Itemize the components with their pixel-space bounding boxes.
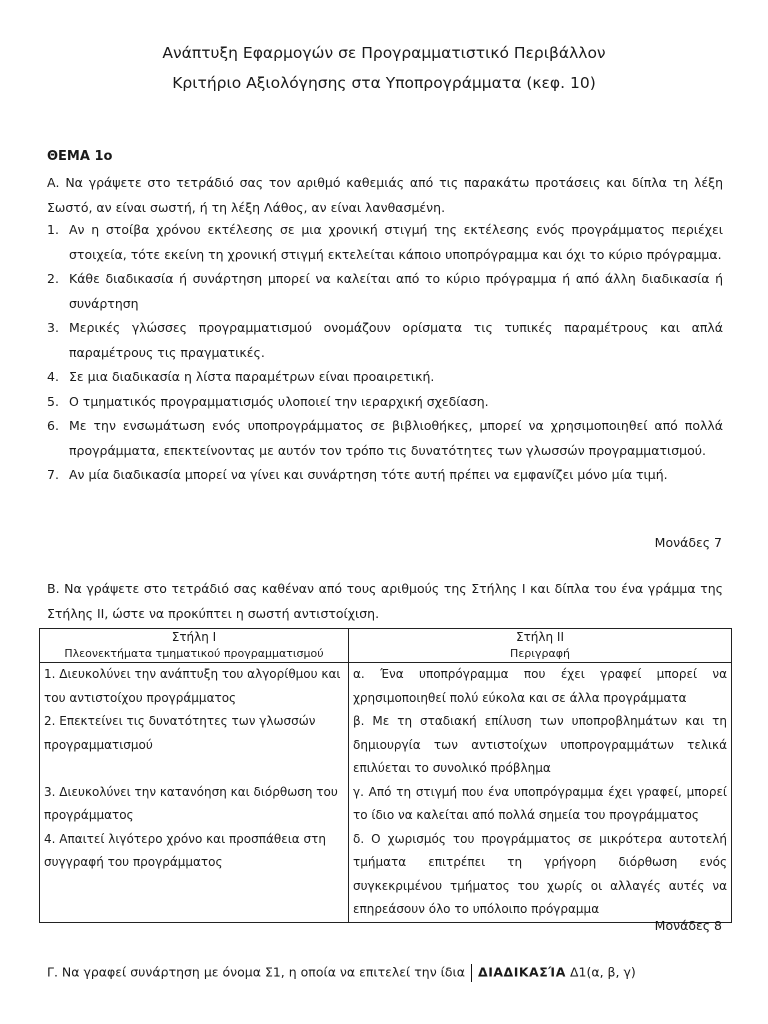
section-heading: ΘΕΜΑ 1ο bbox=[47, 149, 113, 164]
item-text: Σε μια διαδικασία η λίστα παραμέτρων είναι προαιρετική. bbox=[69, 369, 435, 384]
true-false-list bbox=[47, 218, 723, 488]
column-title: Στήλη Ι bbox=[171, 630, 217, 644]
list-item bbox=[47, 463, 723, 488]
column-header-1 bbox=[40, 629, 349, 663]
list-item bbox=[47, 267, 723, 316]
text-cursor-divider bbox=[471, 964, 472, 982]
list-item bbox=[47, 316, 723, 365]
part-a-intro: Α. Να γράψετε στο τετράδιό σας τον αριθμό καθεμιάς από τις παρακάτω προτάσεις και δίπλα τη λέξη Σωστό, αν είναι σωστή, ή τη λέξη Λάθος, αν είναι λανθασμένη. bbox=[47, 175, 723, 215]
points-label: Μονάδες 7 bbox=[654, 535, 722, 550]
item-number: 1. bbox=[47, 222, 59, 237]
list-item bbox=[47, 365, 723, 390]
document-title: Ανάπτυξη Εφαρμογών σε Προγραμματιστικό Περιβάλλον bbox=[162, 44, 606, 62]
item-number: 4. bbox=[47, 369, 59, 384]
item-text: Με την ενσωμάτωση ενός υποπρογράμματος σε βιβλιοθήκες, μπορεί να χρησιμοποιηθεί από πολλά προγράμματα, επεκτείνοντας με αυτόν τον τρόπο τις δυνατότητες των γλωσσών προγραμματισμού. bbox=[69, 418, 723, 458]
table-cell-left: 4. Απαιτεί λιγότερο χρόνο και προσπάθεια στη συγγραφή του προγράμματος bbox=[40, 828, 349, 923]
table-row bbox=[40, 663, 732, 711]
table-row bbox=[40, 710, 732, 781]
item-number: 6. bbox=[47, 418, 59, 433]
table-row bbox=[40, 781, 732, 828]
part-c-intro: Γ. Να γραφεί συνάρτηση με όνομα Σ1, η οποία να επιτελεί την ίδια bbox=[47, 964, 466, 980]
item-number: 7. bbox=[47, 467, 59, 482]
part-b-intro: Β. Να γράψετε στο τετράδιό σας καθέναν από τους αριθμούς της Στήλης Ι και δίπλα του ένα γράμμα της Στήλης ΙΙ, ώστε να προκύπτει η σωστή αντιστοίχιση. bbox=[47, 581, 723, 621]
table-cell-left: 2. Επεκτείνει τις δυνατότητες των γλωσσών προγραμματισμού bbox=[40, 710, 349, 781]
table-row bbox=[40, 828, 732, 923]
list-item bbox=[47, 414, 723, 463]
column-title: Στήλη ΙΙ bbox=[515, 630, 564, 644]
list-item bbox=[47, 390, 723, 415]
table-cell-right: β. Με τη σταδιακή επίλυση των υποπροβλημάτων και τη δημιουργία των αντιστοίχων υποπρογραμμάτων τελικά επιλύεται το συνολικό πρόβλημα bbox=[349, 710, 732, 781]
item-text: Ο τμηματικός προγραμματισμός υλοποιεί την ιεραρχική σχεδίαση. bbox=[69, 393, 489, 409]
item-number: 3. bbox=[47, 320, 59, 335]
table-cell-right: γ. Από τη στιγμή που ένα υποπρόγραμμα έχει γραφεί, μπορεί το ίδιο να καλείται από πολλά σημεία του προγράμματος bbox=[349, 781, 732, 828]
points-label: Μονάδες 8 bbox=[654, 918, 722, 933]
item-text: Αν η στοίβα χρόνου εκτέλεσης σε μια χρονική στιγμή της εκτέλεσης ενός προγράμματος περιέχει στοιχεία, τότε εκείνη τη χρονική στιγμή εκτελείται κάποιο υποπρόγραμμα και όχι το κύριο πρόγραμμα. bbox=[69, 222, 723, 262]
part-c-line bbox=[47, 964, 636, 982]
table-cell-right: α. Ένα υποπρόγραμμα που έχει γραφεί μπορεί να χρησιμοποιηθεί πολύ εύκολα και σε άλλα προγράμματα bbox=[349, 663, 732, 711]
item-number: 5. bbox=[47, 393, 59, 409]
document-subtitle: Κριτήριο Αξιολόγησης στα Υποπρογράμματα (κεφ. 10) bbox=[172, 74, 596, 92]
item-text: Κάθε διαδικασία ή συνάρτηση μπορεί να καλείται από το κύριο πρόγραμμα ή από άλλη διαδικασία ή συνάρτηση bbox=[69, 271, 723, 311]
matching-table bbox=[39, 628, 732, 923]
table-cell-left: 1. Διευκολύνει την ανάπτυξη του αλγορίθμου και του αντιστοίχου προγράμματος bbox=[40, 663, 349, 711]
table-cell-right: δ. Ο χωρισμός του προγράμματος σε μικρότερα αυτοτελή τμήματα επιτρέπει τη γρήγορη διόρθωση ενός συγκεκριμένου τμήματος του χωρίς οι αλλαγές αυτές να επηρεάσουν όλο το υπόλοιπο πρόγραμμα bbox=[349, 828, 732, 923]
list-item bbox=[47, 218, 723, 267]
column-header-2 bbox=[349, 629, 732, 663]
column-subtitle: Πλεονεκτήματα τμηματικού προγραμματισμού bbox=[64, 647, 324, 660]
item-text: Μερικές γλώσσες προγραμματισμού ονομάζουν ορίσματα τις τυπικές παραμέτρους και απλά παραμέτρους τις πραγματικές. bbox=[69, 320, 723, 360]
column-subtitle: Περιγραφή bbox=[510, 647, 570, 660]
item-number: 2. bbox=[47, 271, 59, 286]
procedure-call: Δ1(α, β, γ) bbox=[569, 964, 636, 980]
table-cell-left: 3. Διευκολύνει την κατανόηση και διόρθωση του προγράμματος bbox=[40, 781, 349, 828]
procedure-keyword: ΔΙΑΔΙΚΑΣΊΑ bbox=[478, 964, 566, 980]
item-text: Αν μία διαδικασία μπορεί να γίνει και συνάρτηση τότε αυτή πρέπει να εμφανίζει μόνο μία τιμή. bbox=[69, 467, 668, 482]
table-header-row bbox=[40, 629, 732, 663]
